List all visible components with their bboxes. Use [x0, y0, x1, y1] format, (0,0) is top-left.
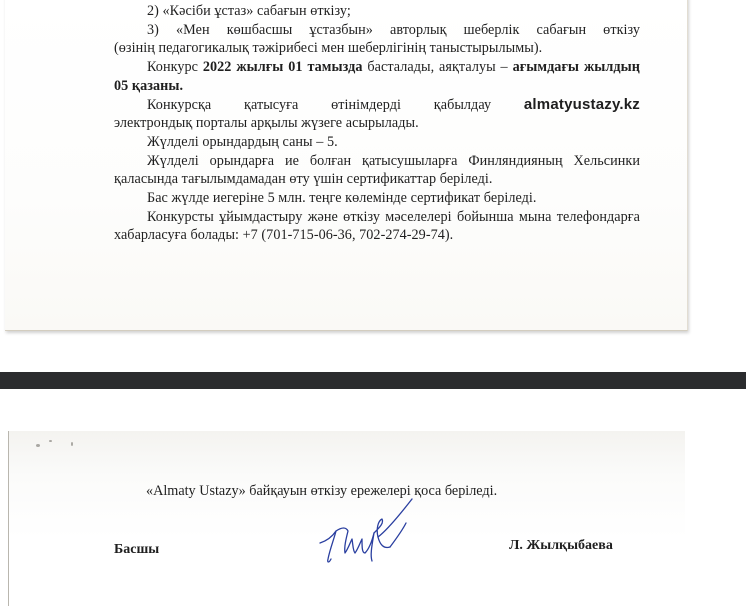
dates-middle: басталады, аяқталуы – — [362, 59, 513, 76]
contacts-paragraph: Конкурсты ұйымдастыру және өткізу мәселелері бойынша мына телефондарға хабарласуға болады: +7 (701-715-06-36, 702-274-29-74). — [114, 208, 640, 244]
portal-paragraph-line1 — [114, 96, 640, 115]
list-item-2: 2) «Кәсіби ұстаз» сабағын өткізу; — [147, 3, 351, 19]
scan-speck — [71, 442, 73, 446]
attachment-note: «Almaty Ustazy» байқауын өткізу ережелері қоса беріледі. — [146, 483, 498, 499]
document-body — [114, 2, 640, 245]
dates-start: 2022 жылғы 01 тамызда — [202, 59, 363, 76]
signer-name: Л. Жылқыбаева — [509, 538, 613, 553]
signer-role: Басшы — [114, 542, 160, 557]
portal-paragraph-line2: электрондық порталы арқылы жүзеге асырылады. — [114, 115, 419, 132]
contest-dates-paragraph — [114, 58, 640, 95]
certificates-paragraph: Жүлделі орындарға ие болған қатысушыларға Финляндияның Хельсинки қаласында тағылымдамадан өту үшін сертификаттар беріледі. — [114, 152, 640, 188]
dates-prefix: Конкурс — [147, 59, 203, 76]
scan-speck — [49, 440, 52, 442]
grand-prize: Бас жүлде иегеріне 5 млн. теңге көлемінде сертификат беріледі. — [147, 190, 537, 207]
portal-prefix: Конкурсқа қатысуға өтінімдерді қабылдау — [147, 96, 524, 113]
page-separator — [0, 372, 746, 389]
scan-speck — [36, 444, 40, 447]
dates-end: ағымдағы жылдың 05 қазаны. — [114, 59, 640, 94]
list-item-3-line2: (өзінің педагогикалық тәжірибесі мен шеберлігінің таныстырылымы). — [114, 40, 543, 57]
list-item-3-line1: 3) «Мен көшбасшы ұстазбын» авторлық шеберлік сабағын өткізу — [147, 21, 640, 38]
scan-edge — [5, 0, 125, 2]
document-page-bottom — [8, 431, 685, 606]
prize-places: Жүлделі орындардың саны – 5. — [147, 133, 338, 150]
signature-image — [312, 497, 424, 573]
portal-site: almatyustazy.kz — [523, 95, 640, 113]
document-page-top — [5, 0, 688, 331]
